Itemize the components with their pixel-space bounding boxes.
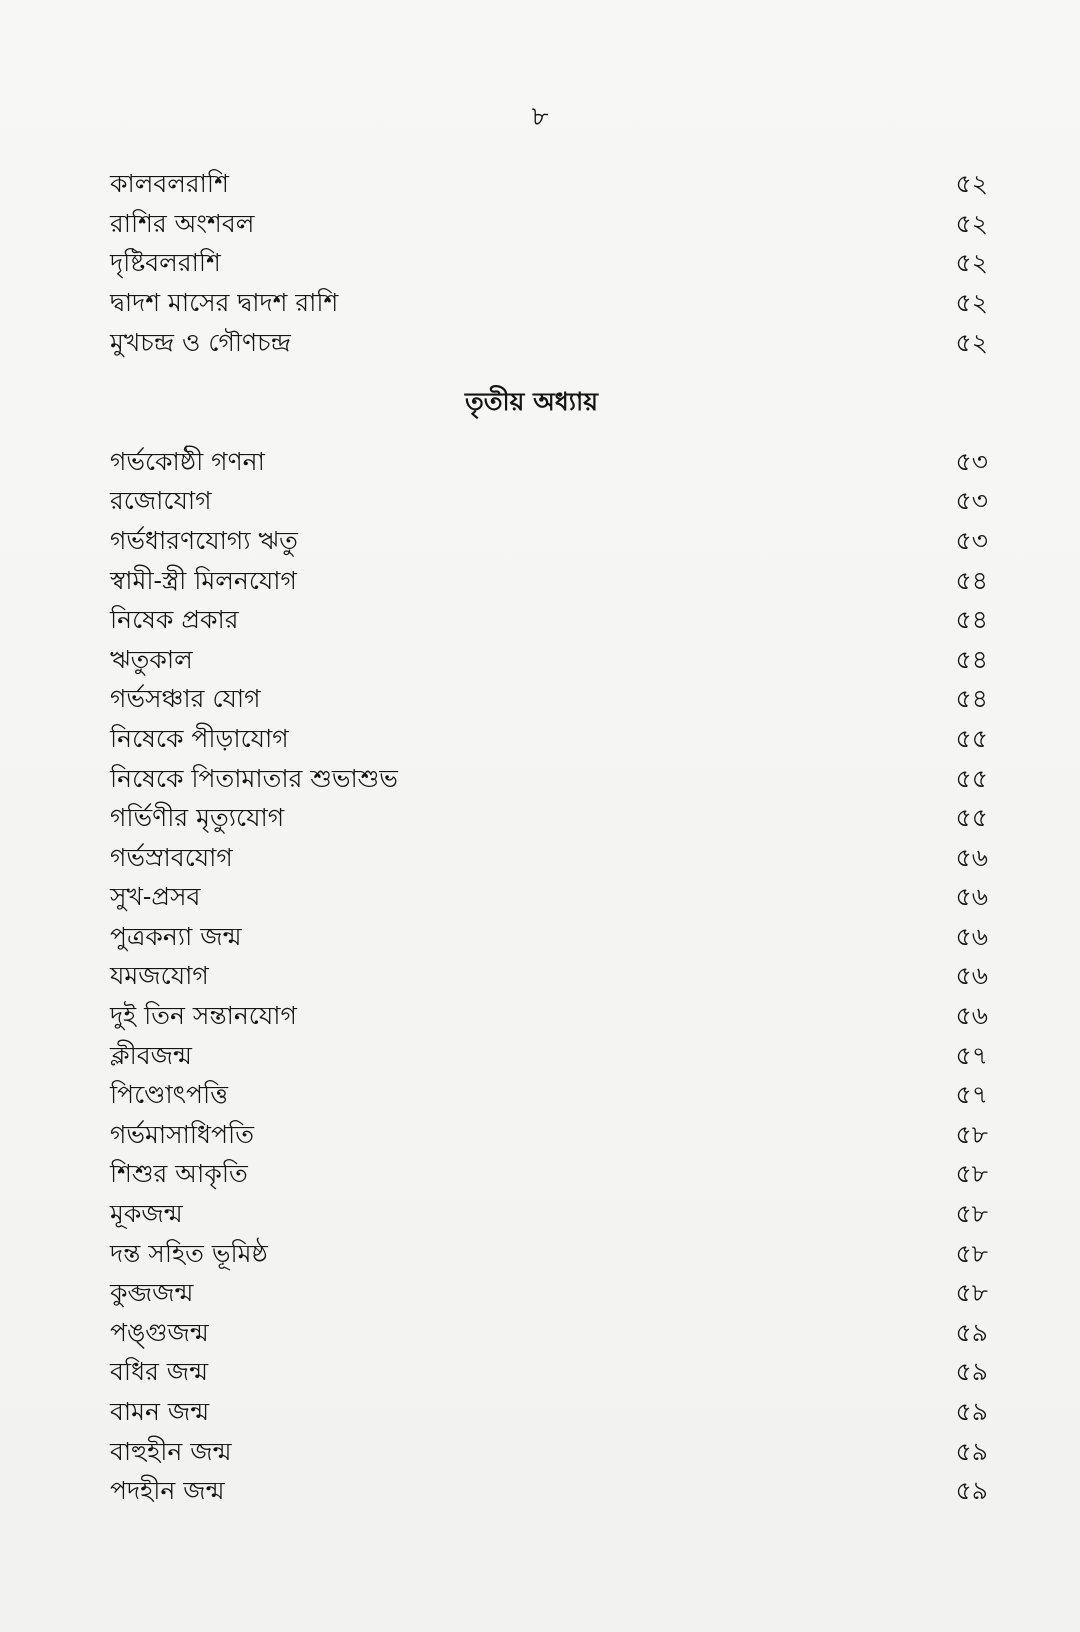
toc-entry [110, 1037, 988, 1077]
toc-entry-title: ক্লীবজন্ম [110, 1040, 192, 1070]
toc-entry-page: ৫৬ [955, 921, 988, 951]
toc-entry-title: নিষেকে পিতামাতার শুভাশুভ [110, 763, 398, 793]
toc-entry-title: দন্ত সহিত ভূমিষ্ঠ [110, 1238, 268, 1268]
toc-entry-page: ৫৯ [955, 1476, 988, 1506]
toc-entry-title: ঋতুকাল [110, 644, 193, 674]
toc-entry [110, 483, 988, 523]
toc-entry-page: ৫৮ [955, 1119, 988, 1149]
toc-entry [110, 1315, 988, 1355]
toc-entry-page: ৫৮ [955, 1278, 988, 1308]
toc-entry-title: গর্ভধারণযোগ্য ঋতু [110, 525, 298, 555]
toc-entry-title: স্বামী-স্ত্রী মিলনযোগ [110, 565, 297, 595]
table-of-contents [110, 166, 988, 1513]
toc-entry [110, 1117, 988, 1157]
toc-entry-page: ৫৬ [955, 961, 988, 991]
toc-entry-page: ৫২ [955, 248, 988, 278]
toc-entry [110, 879, 988, 919]
toc-entry-title: বধির জন্ম [110, 1357, 209, 1387]
toc-entry-page: ৫৪ [955, 605, 988, 635]
toc-entry [110, 998, 988, 1038]
toc-entry-page: ৫২ [955, 169, 988, 199]
toc-entry-page: ৫৫ [955, 803, 988, 833]
toc-entry-page: ৫৯ [955, 1397, 988, 1427]
toc-entry-page: ৫৩ [955, 446, 988, 476]
toc-entry [110, 1235, 988, 1275]
toc-entry-title: গর্ভিণীর মৃত্যুযোগ [110, 803, 285, 833]
toc-entry-page: ৫৭ [955, 1040, 988, 1070]
toc-entry [110, 1196, 988, 1236]
toc-entry [110, 1077, 988, 1117]
toc-entry [110, 1354, 988, 1394]
toc-entry-page: ৫৮ [955, 1199, 988, 1229]
toc-entry [110, 443, 988, 483]
toc-entry-page: ৫২ [955, 288, 988, 318]
toc-entry-page: ৫৯ [955, 1357, 988, 1387]
toc-entry-page: ৫৮ [955, 1238, 988, 1268]
chapter-heading [110, 364, 988, 444]
toc-entry-title: মুখচন্দ্র ও গৌণচন্দ্র [110, 327, 291, 357]
toc-entry [110, 523, 988, 563]
toc-entry-title: রাশির অংশবল [110, 208, 255, 238]
toc-entry-page: ৫২ [955, 327, 988, 357]
toc-entry-title: শিশুর আকৃতি [110, 1159, 248, 1189]
toc-entry-title: বামন জন্ম [110, 1397, 210, 1427]
toc-entry-page: ৫৩ [955, 486, 988, 516]
toc-entry-title: গর্ভকোষ্ঠী গণনা [110, 446, 265, 476]
toc-entry-title: কালবলরাশি [110, 169, 229, 199]
toc-entry-title: নিষেকে পীড়াযোগ [110, 723, 289, 753]
toc-section-after [110, 443, 988, 1512]
toc-entry-title: পিণ্ডোৎপত্তি [110, 1080, 228, 1110]
toc-entry [110, 1394, 988, 1434]
toc-entry-title: গর্ভস্রাবযোগ [110, 842, 233, 872]
toc-entry [110, 285, 988, 325]
toc-entry [110, 1473, 988, 1513]
toc-entry [110, 1433, 988, 1473]
toc-entry-page: ৫৯ [955, 1436, 988, 1466]
toc-entry-page: ৫৭ [955, 1080, 988, 1110]
toc-entry-page: ৫৫ [955, 763, 988, 793]
toc-entry-title: কুব্জজন্ম [110, 1278, 194, 1308]
toc-entry-page: ৫৬ [955, 842, 988, 872]
toc-entry-page: ৫৪ [955, 644, 988, 674]
toc-entry [110, 324, 988, 364]
toc-entry [110, 1275, 988, 1315]
toc-entry [110, 919, 988, 959]
toc-entry-title: বাহুহীন জন্ম [110, 1436, 232, 1466]
toc-entry [110, 958, 988, 998]
toc-entry-title: পঙ্গুজন্ম [110, 1317, 209, 1347]
toc-entry [110, 721, 988, 761]
toc-entry-page: ৫৪ [955, 684, 988, 714]
toc-entry-title: সুখ-প্রসব [110, 882, 201, 912]
toc-entry [110, 562, 988, 602]
toc-entry [110, 839, 988, 879]
toc-entry-title: যমজযোগ [110, 961, 209, 991]
toc-entry-page: ৫৯ [955, 1317, 988, 1347]
toc-entry-title: দ্বাদশ মাসের দ্বাদশ রাশি [110, 288, 339, 318]
toc-entry-title: দুই তিন সন্তানযোগ [110, 1001, 297, 1031]
toc-entry [110, 1156, 988, 1196]
toc-entry-title: গর্ভমাসাধিপতি [110, 1119, 254, 1149]
toc-entry-title: গর্ভসঞ্চার যোগ [110, 684, 261, 714]
toc-entry-title: পুত্রকন্যা জন্ম [110, 921, 242, 951]
toc-entry [110, 681, 988, 721]
toc-entry-page: ৫৬ [955, 1001, 988, 1031]
toc-entry-page: ৫৮ [955, 1159, 988, 1189]
toc-entry-title: নিষেক প্রকার [110, 605, 239, 635]
toc-section-before [110, 166, 988, 364]
toc-entry-page: ৫৩ [955, 525, 988, 555]
page-number: ৮ [531, 102, 549, 132]
chapter-heading-text: তৃতীয় অধ্যায় [465, 387, 598, 417]
toc-entry [110, 245, 988, 285]
toc-entry-title: মূকজন্ম [110, 1199, 183, 1229]
toc-entry-page: ৫৪ [955, 565, 988, 595]
toc-entry [110, 641, 988, 681]
toc-entry [110, 206, 988, 246]
toc-entry-page: ৫২ [955, 208, 988, 238]
toc-entry-title: দৃষ্টিবলরাশি [110, 248, 221, 278]
toc-entry [110, 760, 988, 800]
toc-entry [110, 602, 988, 642]
toc-entry-page: ৫৬ [955, 882, 988, 912]
toc-entry-title: পদহীন জন্ম [110, 1476, 225, 1506]
toc-entry-page: ৫৫ [955, 723, 988, 753]
toc-entry [110, 166, 988, 206]
toc-entry [110, 800, 988, 840]
toc-entry-title: রজোযোগ [110, 486, 212, 516]
